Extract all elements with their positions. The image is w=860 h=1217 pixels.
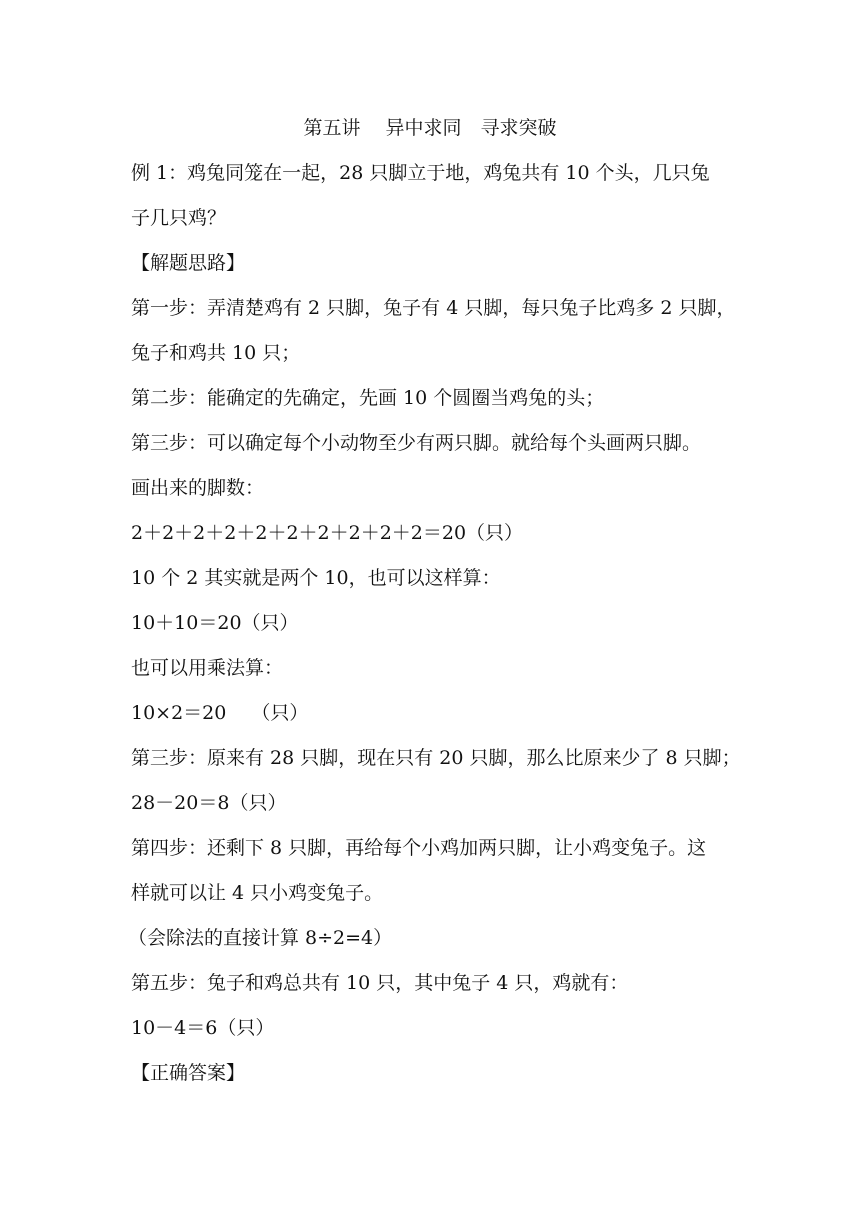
step-one-line-1: 第一步：弄清楚鸡有 2 只脚，兔子有 4 只脚，每只兔子比鸡多 2 只脚， — [131, 297, 736, 319]
step-four-line-1: 第四步：还剩下 8 只脚，再给每个小鸡加两只脚，让小鸡变兔子。这 — [131, 837, 707, 859]
explanation-line: 10 个 2 其实就是两个 10，也可以这样算： — [131, 567, 501, 589]
step-one-line-2: 兔子和鸡共 10 只； — [131, 342, 301, 364]
section-heading-correct-answer: 【正确答案】 — [131, 1062, 246, 1084]
final-subtraction-equation: 10－4＝6（只） — [131, 1017, 275, 1039]
section-heading-solution-approach: 【解题思路】 — [131, 252, 246, 274]
example-question-line-2: 子几只鸡？ — [131, 207, 227, 229]
lesson-title: 第五讲 异中求同 寻求突破 — [303, 117, 557, 139]
division-note: （会除法的直接计算 8÷2=4） — [128, 927, 393, 949]
step-three-line: 第三步：可以确定每个小动物至少有两只脚。就给每个头画两只脚。 — [131, 432, 702, 454]
multiplication-equation: 10×2＝20 （只） — [131, 702, 309, 724]
step-two-line: 第二步：能确定的先确定，先画 10 个圆圈当鸡兔的头； — [131, 387, 605, 409]
step-four-line-2: 样就可以让 4 只小鸡变兔子。 — [131, 882, 384, 904]
sum-equation: 10＋10＝20（只） — [131, 612, 299, 634]
foot-count-label: 画出来的脚数： — [131, 477, 265, 499]
step-five-line: 第五步：兔子和鸡总共有 10 只，其中兔子 4 只，鸡就有： — [131, 972, 629, 994]
subtraction-equation: 28－20＝8（只） — [131, 792, 287, 814]
addition-equation: 2＋2＋2＋2＋2＋2＋2＋2＋2＋2＝20（只） — [131, 522, 524, 544]
multiplication-label: 也可以用乘法算： — [131, 657, 284, 679]
step-three-repeat-line: 第三步：原来有 28 只脚，现在只有 20 只脚，那么比原来少了 8 只脚； — [131, 747, 741, 769]
example-question-line-1: 例 1：鸡兔同笼在一起，28 只脚立于地，鸡兔共有 10 个头，几只兔 — [131, 162, 710, 184]
